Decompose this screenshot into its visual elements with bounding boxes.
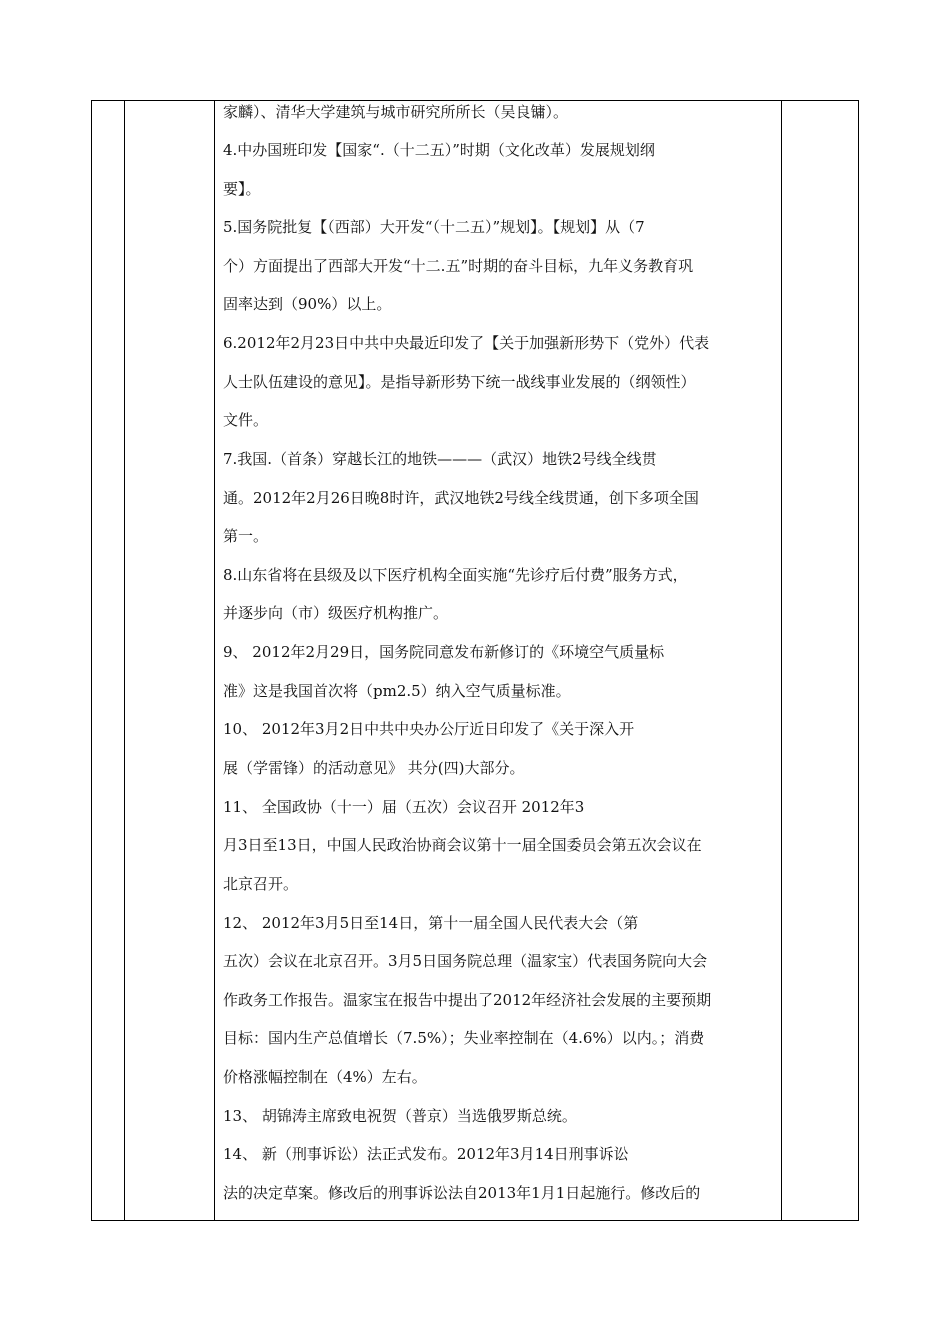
text-line: 7.我国.（首条）穿越长江的地铁———（武汉）地铁2号线全线贯 xyxy=(223,450,657,468)
text-line: 文件。 xyxy=(223,411,269,429)
text-line: 法的决定草案。修改后的刑事诉讼法自2013年1月1日起施行。修改后的 xyxy=(223,1184,701,1202)
text-line: 展（学雷锋）的活动意见》 共分(四)大部分。 xyxy=(223,759,525,777)
text-line: 8.山东省将在县级及以下医疗机构全面实施“先诊疗后付费”服务方式， xyxy=(223,566,688,584)
text-line: 13、 胡锦涛主席致电祝贺（普京）当选俄罗斯总统。 xyxy=(223,1107,577,1125)
text-line: 要】。 xyxy=(223,180,261,198)
text-line: 11、 全国政协（十一）届（五次）会议召开 2012年3 xyxy=(223,798,585,816)
text-line: 月3日至13日，中国人民政治协商会议第十一届全国委员会第五次会议在 xyxy=(223,836,702,854)
text-line: 并逐步向（市）级医疗机构推广。 xyxy=(223,604,449,622)
text-line: 10、 2012年3月2日中共中央办公厅近日印发了《关于深入开 xyxy=(223,720,635,738)
text-line: 9、 2012年2月29日，国务院同意发布新修订的《环境空气质量标 xyxy=(223,643,665,661)
text-line: 人士队伍建设的意见】。是指导新形势下统一战线事业发展的（纲领性） xyxy=(223,373,696,391)
text-line: 目标：国内生产总值增长（7.5%）；失业率控制在（4.6%）以内。；消费 xyxy=(223,1029,705,1047)
text-line: 5.国务院批复【（西部）大开发“（十二五）”规划】。【规划】从（7 xyxy=(223,218,645,236)
table-column-divider xyxy=(214,101,215,1220)
text-line: 北京召开。 xyxy=(223,875,299,893)
text-line: 家麟）、清华大学建筑与城市研究所所长（吴良镛）。 xyxy=(223,103,569,121)
text-line: 12、 2012年3月5日至14日，第十一届全国人民代表大会（第 xyxy=(223,914,639,932)
text-line: 6.2012年2月23日中共中央最近印发了【关于加强新形势下（党外）代表 xyxy=(223,334,710,352)
text-line: 第一。 xyxy=(223,527,269,545)
text-line: 五次）会议在北京召开。3月5日国务院总理（温家宝）代表国务院向大会 xyxy=(223,952,708,970)
text-line: 个）方面提出了西部大开发“十二.五”时期的奋斗目标，九年义务教育巩 xyxy=(223,257,694,275)
text-line: 价格涨幅控制在（4%）左右。 xyxy=(223,1068,427,1086)
text-line: 固率达到（90%）以上。 xyxy=(223,295,392,313)
text-line: 准》这是我国首次将（pm2.5）纳入空气质量标准。 xyxy=(223,682,571,700)
table-column-divider xyxy=(124,101,125,1220)
table-column-divider xyxy=(781,101,782,1220)
text-line: 通。2012年2月26日晚8时许，武汉地铁2号线全线贯通，创下多项全国 xyxy=(223,489,699,507)
text-line: 4.中办国班印发【国家“.（十二五）”时期（文化改革）发展规划纲 xyxy=(223,141,655,159)
text-line: 14、 新（刑事诉讼）法正式发布。2012年3月14日刑事诉讼 xyxy=(223,1145,629,1163)
text-line: 作政务工作报告。温家宝在报告中提出了2012年经济社会发展的主要预期 xyxy=(223,991,712,1009)
